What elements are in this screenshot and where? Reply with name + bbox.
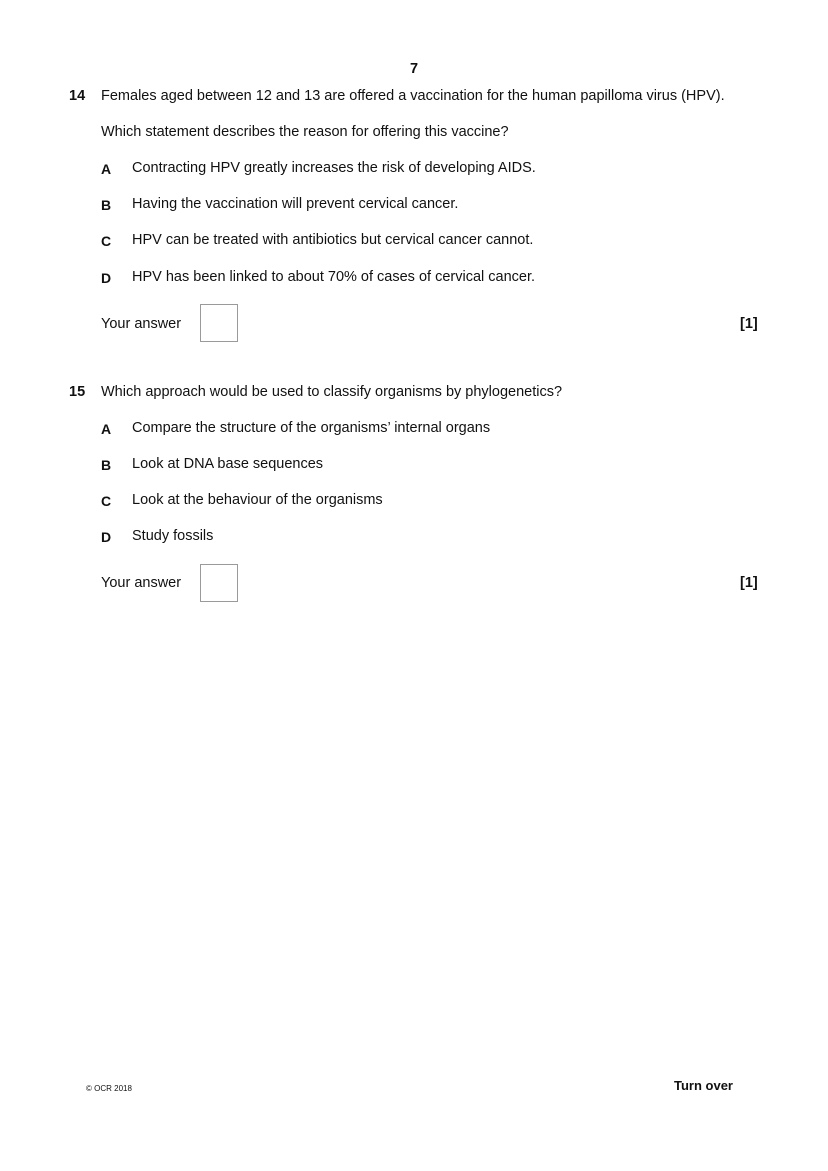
question-15-option-d-text: Study fossils <box>132 528 214 544</box>
question-14-prompt: Which statement describes the reason for offering this vaccine? <box>101 124 509 140</box>
question-15-option-a-text: Compare the structure of the organisms’ internal organs <box>132 420 491 436</box>
question-15-option-c-text: Look at the behaviour of the organisms <box>132 492 383 508</box>
question-14-option-d-text: HPV has been linked to about 70% of cases of cervical cancer. <box>132 269 536 285</box>
question-15-option-d-letter: D <box>101 529 112 545</box>
question-14-option-c-letter: C <box>101 233 112 249</box>
question-14-option-a-text: Contracting HPV greatly increases the risk of developing AIDS. <box>132 160 536 176</box>
turn-over-label: Turn over <box>674 1078 733 1093</box>
question-14-answer-box[interactable] <box>200 304 238 342</box>
question-15-answer-box[interactable] <box>200 564 238 602</box>
question-14-stem: Females aged between 12 and 13 are offered a vaccination for the human papilloma virus (HPV). <box>101 88 725 104</box>
question-15-option-a-letter: A <box>101 421 112 437</box>
question-15-stem: Which approach would be used to classify organisms by phylogenetics? <box>101 384 563 400</box>
question-15-option-c-letter: C <box>101 493 112 509</box>
question-14-option-b-letter: B <box>101 197 112 213</box>
question-14-marks: [1] <box>740 316 758 332</box>
question-14-answer-label: Your answer <box>101 316 182 332</box>
question-15-number: 15 <box>69 384 86 400</box>
question-14-option-b-text: Having the vaccination will prevent cervical cancer. <box>132 196 459 212</box>
question-14-option-d-letter: D <box>101 270 112 286</box>
question-15-option-b-text: Look at DNA base sequences <box>132 456 324 472</box>
copyright-notice: © OCR 2018 <box>86 1084 132 1093</box>
question-14-number: 14 <box>69 88 86 104</box>
question-15-marks: [1] <box>740 575 758 591</box>
question-14-option-c-text: HPV can be treated with antibiotics but cervical cancer cannot. <box>132 232 534 248</box>
question-15-answer-label: Your answer <box>101 575 182 591</box>
question-15-option-b-letter: B <box>101 457 112 473</box>
question-14-option-a-letter: A <box>101 161 112 177</box>
page-number: 7 <box>409 61 419 77</box>
